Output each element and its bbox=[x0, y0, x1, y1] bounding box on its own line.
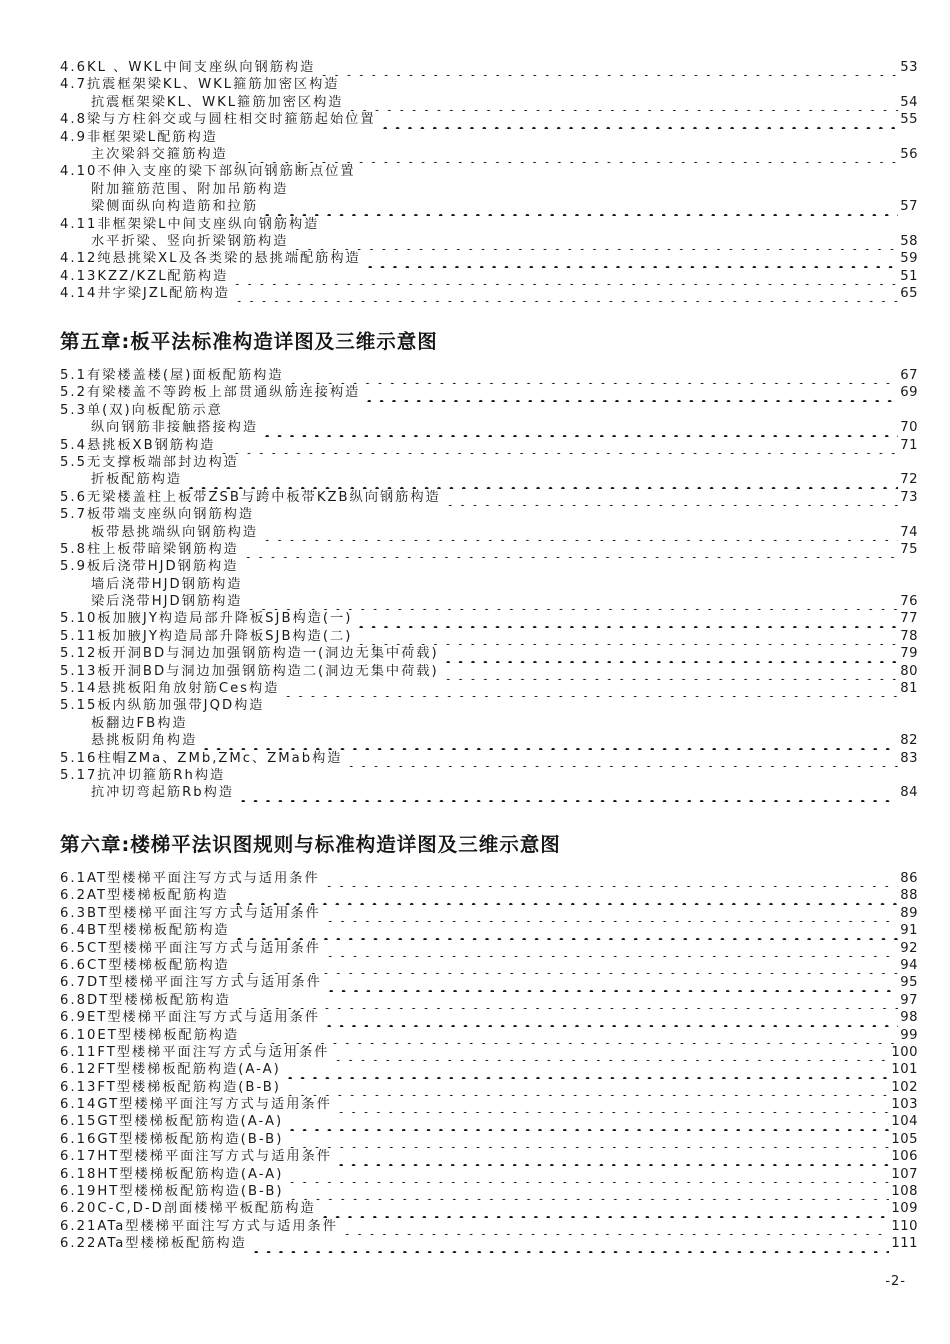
toc-entry-page: 108 bbox=[891, 1184, 918, 1200]
toc-entry[interactable] bbox=[60, 1009, 918, 1026]
toc-entry[interactable] bbox=[60, 402, 918, 419]
toc-entry-title: 悬挑板阴角构造 bbox=[91, 733, 198, 749]
toc-entry[interactable] bbox=[60, 489, 918, 506]
toc-entry-title: 5.2有梁楼盖不等跨板上部贯通纵筋连接构造 bbox=[60, 385, 361, 401]
toc-entry[interactable] bbox=[60, 268, 918, 285]
toc-entry-title: 5.4悬挑板XB钢筋构造 bbox=[60, 437, 216, 453]
toc-entry-title: 6.15GT型楼梯板配筋构造(A-A) bbox=[60, 1114, 284, 1130]
toc-entry-title: 6.18HT型楼梯板配筋构造(A-A) bbox=[60, 1166, 284, 1182]
toc-entry-title: 纵向钢筋非接触搭接构造 bbox=[91, 420, 259, 436]
toc-entry[interactable] bbox=[60, 628, 918, 645]
toc-entry-title: 5.1有梁楼盖楼(屋)面板配筋构造 bbox=[60, 367, 284, 383]
dot-leader bbox=[232, 887, 899, 904]
toc-entry-page: 97 bbox=[900, 992, 918, 1008]
toc-entry[interactable] bbox=[60, 1096, 918, 1113]
toc-entry-title: 6.17HT型楼梯平面注写方式与适用条件 bbox=[60, 1149, 332, 1165]
dot-leader bbox=[185, 471, 898, 488]
toc-entry[interactable] bbox=[60, 181, 918, 198]
toc-entry-title: 5.10板加腋JY构造局部升降板SJB构造(一) bbox=[60, 611, 353, 627]
chapter-6-heading: 第六章:楼梯平法识图规则与标准构造详图及三维示意图 bbox=[60, 833, 561, 856]
dot-leader bbox=[355, 610, 898, 627]
toc-entry-title: 4.9非框架梁L配筋构造 bbox=[60, 129, 218, 145]
toc-entry[interactable] bbox=[60, 697, 918, 714]
toc-entry-page: 76 bbox=[900, 594, 918, 610]
toc-entry[interactable] bbox=[60, 905, 918, 922]
toc-entry-title: 5.17抗冲切箍筋Rh构造 bbox=[60, 767, 226, 783]
toc-entry-page: 51 bbox=[900, 268, 918, 284]
toc-entry-page: 101 bbox=[891, 1062, 918, 1078]
toc-entry-page: 65 bbox=[900, 286, 918, 302]
toc-entry-title: 4.8梁与方柱斜交或与圆柱相交时箍筋起始位置 bbox=[60, 112, 376, 128]
toc-entry-title: 6.7DT型楼梯平面注写方式与适用条件 bbox=[60, 975, 322, 991]
toc-entry-title: 梁后浇带HJD钢筋构造 bbox=[91, 594, 243, 610]
toc-entry-page: 58 bbox=[900, 233, 918, 249]
dot-leader bbox=[286, 1113, 889, 1130]
toc-entry[interactable] bbox=[60, 233, 918, 250]
toc-entry-title: 6.9ET型楼梯平面注写方式与适用条件 bbox=[60, 1010, 320, 1026]
toc-entry-page: 74 bbox=[900, 524, 918, 540]
toc-entry-page: 107 bbox=[891, 1166, 918, 1182]
toc-entry-title: 6.20C-C,D-D剖面楼梯平板配筋构造 bbox=[60, 1201, 316, 1217]
toc-entry-page: 105 bbox=[891, 1131, 918, 1147]
toc-entry-title: 6.6CT型楼梯板配筋构造 bbox=[60, 957, 230, 973]
toc-entry-page: 89 bbox=[900, 905, 918, 921]
toc-entry[interactable] bbox=[60, 163, 918, 180]
toc-entry-page: 73 bbox=[900, 489, 918, 505]
toc-entry-page: 67 bbox=[900, 367, 918, 383]
toc-entry[interactable] bbox=[60, 471, 918, 488]
toc-section-5 bbox=[60, 367, 918, 802]
dot-leader bbox=[324, 940, 898, 957]
dot-leader bbox=[233, 285, 898, 302]
toc-entry-page: 53 bbox=[900, 59, 918, 75]
toc-entry-title: 主次梁斜交箍筋构造 bbox=[91, 146, 228, 162]
dot-leader bbox=[245, 593, 898, 610]
toc-entry-page: 75 bbox=[900, 541, 918, 557]
toc-entry-page: 94 bbox=[900, 957, 918, 973]
toc-entry[interactable] bbox=[60, 1183, 918, 1200]
toc-entry-title: 5.7板带端支座纵向钢筋构造 bbox=[60, 507, 255, 523]
toc-entry[interactable] bbox=[60, 59, 918, 76]
toc-entry[interactable] bbox=[60, 524, 918, 541]
toc-entry[interactable] bbox=[60, 384, 918, 401]
dot-leader bbox=[231, 146, 899, 163]
toc-entry-title: 附加箍筋范围、附加吊筋构造 bbox=[91, 181, 289, 197]
toc-entry-title: 折板配筋构造 bbox=[91, 472, 183, 488]
toc-entry[interactable] bbox=[60, 146, 918, 163]
toc-entry[interactable] bbox=[60, 576, 918, 593]
dot-leader bbox=[237, 784, 898, 801]
toc-entry-page: 57 bbox=[900, 199, 918, 215]
toc-section-4 bbox=[60, 59, 918, 302]
toc-entry[interactable] bbox=[60, 111, 918, 128]
toc-entry-page: 83 bbox=[900, 750, 918, 766]
toc-entry[interactable] bbox=[60, 1027, 918, 1044]
toc-entry[interactable] bbox=[60, 680, 918, 697]
toc-entry-page: 100 bbox=[891, 1044, 918, 1060]
toc-entry-title: 6.2AT型楼梯板配筋构造 bbox=[60, 888, 229, 904]
toc-entry-title: 5.14悬挑板阳角放射筋Ces构造 bbox=[60, 681, 280, 697]
toc-entry-page: 72 bbox=[900, 472, 918, 488]
toc-entry-title: 4.10不伸入支座的梁下部纵向钢筋断点位置 bbox=[60, 164, 356, 180]
toc-entry-page: 54 bbox=[900, 94, 918, 110]
toc-entry-page: 81 bbox=[900, 681, 918, 697]
toc-entry-page: 102 bbox=[891, 1079, 918, 1095]
toc-entry-title: 6.12FT型楼梯板配筋构造(A-A) bbox=[60, 1062, 281, 1078]
toc-entry[interactable] bbox=[60, 732, 918, 749]
toc-entry[interactable] bbox=[60, 367, 918, 384]
dot-leader bbox=[200, 732, 898, 749]
dot-leader bbox=[341, 1218, 889, 1235]
toc-entry-title: 5.12板开洞BD与洞边加强钢筋构造一(洞边无集中荷载) bbox=[60, 646, 439, 662]
toc-entry[interactable] bbox=[60, 76, 918, 93]
toc-entry[interactable] bbox=[60, 454, 918, 471]
toc-entry[interactable] bbox=[60, 1148, 918, 1165]
toc-entry-title: 4.7抗震框架梁KL、WKL箍筋加密区构造 bbox=[60, 77, 340, 93]
toc-entry-page: 110 bbox=[891, 1218, 918, 1234]
toc-entry[interactable] bbox=[60, 198, 918, 215]
toc-entry[interactable] bbox=[60, 784, 918, 801]
toc-entry-title: 6.11FT型楼梯平面注写方式与适用条件 bbox=[60, 1044, 330, 1060]
dot-leader bbox=[325, 974, 898, 991]
toc-entry[interactable] bbox=[60, 974, 918, 991]
toc-entry[interactable] bbox=[60, 1079, 918, 1096]
toc-entry[interactable] bbox=[60, 1200, 918, 1217]
toc-entry-page: 103 bbox=[891, 1097, 918, 1113]
toc-entry[interactable] bbox=[60, 419, 918, 436]
toc-entry-title: 4.13KZZ/KZL配筋构造 bbox=[60, 268, 229, 284]
toc-entry[interactable] bbox=[60, 750, 918, 767]
toc-entry[interactable] bbox=[60, 940, 918, 957]
toc-entry-title: 6.14GT型楼梯平面注写方式与适用条件 bbox=[60, 1097, 332, 1113]
toc-entry[interactable] bbox=[60, 663, 918, 680]
chapter-5-heading: 第五章:板平法标准构造详图及三维示意图 bbox=[60, 330, 438, 353]
page-number: -2- bbox=[885, 1274, 906, 1289]
toc-entry-title: 墙后浇带HJD钢筋构造 bbox=[91, 576, 243, 592]
dot-leader bbox=[261, 198, 898, 215]
dot-leader bbox=[444, 489, 899, 506]
dot-leader bbox=[218, 437, 898, 454]
toc-entry-title: 5.11板加腋JY构造局部升降板SJB构造(二) bbox=[60, 628, 353, 644]
dot-leader bbox=[233, 922, 899, 939]
toc-entry-page: 109 bbox=[891, 1201, 918, 1217]
toc-entry-title: 抗冲切弯起筋Rb构造 bbox=[91, 785, 235, 801]
toc-entry[interactable] bbox=[60, 870, 918, 887]
toc-entry-title: 5.16柱帽ZMa、ZMb,ZMc、ZMab构造 bbox=[60, 750, 343, 766]
dot-leader bbox=[442, 645, 899, 662]
toc-entry-title: 6.5CT型楼梯平面注写方式与适用条件 bbox=[60, 940, 321, 956]
dot-leader bbox=[250, 1235, 890, 1252]
toc-entry-page: 91 bbox=[900, 923, 918, 939]
toc-entry-title: 6.1AT型楼梯平面注写方式与适用条件 bbox=[60, 870, 320, 886]
toc-entry-title: 5.6无梁楼盖柱上板带ZSB与跨中板带KZB纵向钢筋构造 bbox=[60, 489, 441, 505]
toc-entry[interactable] bbox=[60, 992, 918, 1009]
toc-entry-title: 4.14井字梁JZL配筋构造 bbox=[60, 286, 230, 302]
dot-leader bbox=[364, 250, 898, 267]
dot-leader bbox=[335, 1148, 889, 1165]
toc-entry[interactable] bbox=[60, 593, 918, 610]
toc-entry-title: 5.8柱上板带暗梁钢筋构造 bbox=[60, 541, 239, 557]
toc-entry-title: 6.10ET型楼梯板配筋构造 bbox=[60, 1027, 240, 1043]
toc-entry-title: 5.13板开洞BD与洞边加强钢筋构造二(洞边无集中荷载) bbox=[60, 663, 439, 679]
toc-entry-title: 抗震框架梁KL、WKL箍筋加密区构造 bbox=[91, 94, 344, 110]
dot-leader bbox=[319, 1200, 890, 1217]
toc-entry-title: 4.12纯悬挑梁XL及各类梁的悬挑端配筋构造 bbox=[60, 251, 361, 267]
toc-entry[interactable] bbox=[60, 1131, 918, 1148]
toc-entry-page: 79 bbox=[900, 646, 918, 662]
toc-entry[interactable] bbox=[60, 1235, 918, 1252]
dot-leader bbox=[291, 233, 898, 250]
toc-entry[interactable] bbox=[60, 216, 918, 233]
toc-entry-page: 78 bbox=[900, 628, 918, 644]
toc-entry[interactable] bbox=[60, 767, 918, 784]
dot-leader bbox=[335, 1096, 890, 1113]
toc-entry[interactable] bbox=[60, 1166, 918, 1183]
dot-leader bbox=[346, 94, 898, 111]
toc-entry-title: 6.22ATa型楼梯板配筋构造 bbox=[60, 1236, 247, 1252]
toc-entry-title: 水平折梁、竖向折梁钢筋构造 bbox=[91, 233, 289, 249]
toc-entry[interactable] bbox=[60, 1218, 918, 1235]
toc-entry-page: 77 bbox=[900, 611, 918, 627]
toc-entry-title: 板翻边FB构造 bbox=[91, 715, 188, 731]
toc-entry[interactable] bbox=[60, 94, 918, 111]
toc-entry-title: 6.16GT型楼梯板配筋构造(B-B) bbox=[60, 1131, 284, 1147]
toc-entry[interactable] bbox=[60, 506, 918, 523]
toc-entry-page: 111 bbox=[891, 1236, 918, 1252]
toc-entry-page: 92 bbox=[900, 940, 918, 956]
toc-entry-page: 59 bbox=[900, 251, 918, 267]
toc-entry[interactable] bbox=[60, 715, 918, 732]
toc-entry-title: 6.8DT型楼梯板配筋构造 bbox=[60, 992, 231, 1008]
toc-entry[interactable] bbox=[60, 645, 918, 662]
toc-entry-title: 6.4BT型楼梯板配筋构造 bbox=[60, 923, 230, 939]
toc-entry-title: 板带悬挑端纵向钢筋构造 bbox=[91, 524, 259, 540]
toc-entry-page: 56 bbox=[900, 146, 918, 162]
toc-entry-title: 6.21ATa型楼梯平面注写方式与适用条件 bbox=[60, 1218, 338, 1234]
dot-leader bbox=[261, 419, 898, 436]
dot-leader bbox=[242, 541, 898, 558]
toc-entry[interactable] bbox=[60, 285, 918, 302]
toc-entry-title: 5.15板内纵筋加强带JQD构造 bbox=[60, 698, 265, 714]
dot-leader bbox=[282, 680, 898, 697]
toc-entry[interactable] bbox=[60, 437, 918, 454]
toc-entry[interactable] bbox=[60, 1113, 918, 1130]
dot-leader bbox=[363, 384, 898, 401]
toc-entry[interactable] bbox=[60, 922, 918, 939]
toc-entry[interactable] bbox=[60, 887, 918, 904]
toc-entry[interactable] bbox=[60, 129, 918, 146]
toc-entry-page: 106 bbox=[891, 1149, 918, 1165]
toc-entry-page: 55 bbox=[900, 112, 918, 128]
toc-entry-page: 82 bbox=[900, 733, 918, 749]
toc-entry[interactable] bbox=[60, 558, 918, 575]
toc-entry[interactable] bbox=[60, 610, 918, 627]
toc-entry-title: 梁侧面纵向构造筋和拉筋 bbox=[91, 199, 259, 215]
dot-leader bbox=[284, 1079, 889, 1096]
toc-entry-page: 71 bbox=[900, 437, 918, 453]
toc-entry-page: 104 bbox=[891, 1114, 918, 1130]
dot-leader bbox=[286, 1166, 889, 1183]
toc-entry[interactable] bbox=[60, 1061, 918, 1078]
toc-section-6 bbox=[60, 870, 918, 1253]
toc-entry-title: 5.3单(双)向板配筋示意 bbox=[60, 402, 223, 418]
dot-leader bbox=[234, 992, 899, 1009]
dot-leader bbox=[379, 111, 899, 128]
toc-entry-title: 6.3BT型楼梯平面注写方式与适用条件 bbox=[60, 905, 321, 921]
toc-entry-page: 86 bbox=[900, 870, 918, 886]
toc-entry[interactable] bbox=[60, 541, 918, 558]
dot-leader bbox=[287, 1183, 890, 1200]
toc-entry-page: 80 bbox=[900, 663, 918, 679]
toc-entry-page: 99 bbox=[900, 1027, 918, 1043]
toc-entry-title: 5.5无支撑板端部封边构造 bbox=[60, 454, 239, 470]
toc-entry-title: 6.13FT型楼梯板配筋构造(B-B) bbox=[60, 1079, 281, 1095]
dot-leader bbox=[286, 1131, 889, 1148]
dot-leader bbox=[323, 870, 899, 887]
toc-entry[interactable] bbox=[60, 1044, 918, 1061]
dot-leader bbox=[284, 1061, 890, 1078]
toc-entry-title: 4.6KL 、WKL中间支座纵向钢筋构造 bbox=[60, 59, 316, 75]
dot-leader bbox=[355, 628, 898, 645]
toc-entry-title: 4.11非框架梁L中间支座纵向钢筋构造 bbox=[60, 216, 320, 232]
dot-leader bbox=[324, 905, 899, 922]
toc-entry-page: 88 bbox=[900, 888, 918, 904]
toc-entry-title: 5.9板后浇带HJD钢筋构造 bbox=[60, 559, 239, 575]
dot-leader bbox=[318, 59, 898, 76]
dot-leader bbox=[233, 957, 898, 974]
toc-entry-title: 6.19HT型楼梯板配筋构造(B-B) bbox=[60, 1184, 284, 1200]
dot-leader bbox=[287, 367, 899, 384]
toc-entry-page: 69 bbox=[900, 385, 918, 401]
dot-leader bbox=[345, 750, 898, 767]
dot-leader bbox=[231, 268, 898, 285]
dot-leader bbox=[323, 1009, 898, 1026]
dot-leader bbox=[242, 1027, 898, 1044]
toc-entry[interactable] bbox=[60, 957, 918, 974]
toc-entry-page: 84 bbox=[900, 785, 918, 801]
dot-leader bbox=[261, 524, 898, 541]
dot-leader bbox=[442, 663, 899, 680]
toc-entry-page: 98 bbox=[900, 1010, 918, 1026]
toc-entry-page: 70 bbox=[900, 420, 918, 436]
toc-entry[interactable] bbox=[60, 250, 918, 267]
toc-entry-page: 95 bbox=[900, 975, 918, 991]
dot-leader bbox=[332, 1044, 889, 1061]
